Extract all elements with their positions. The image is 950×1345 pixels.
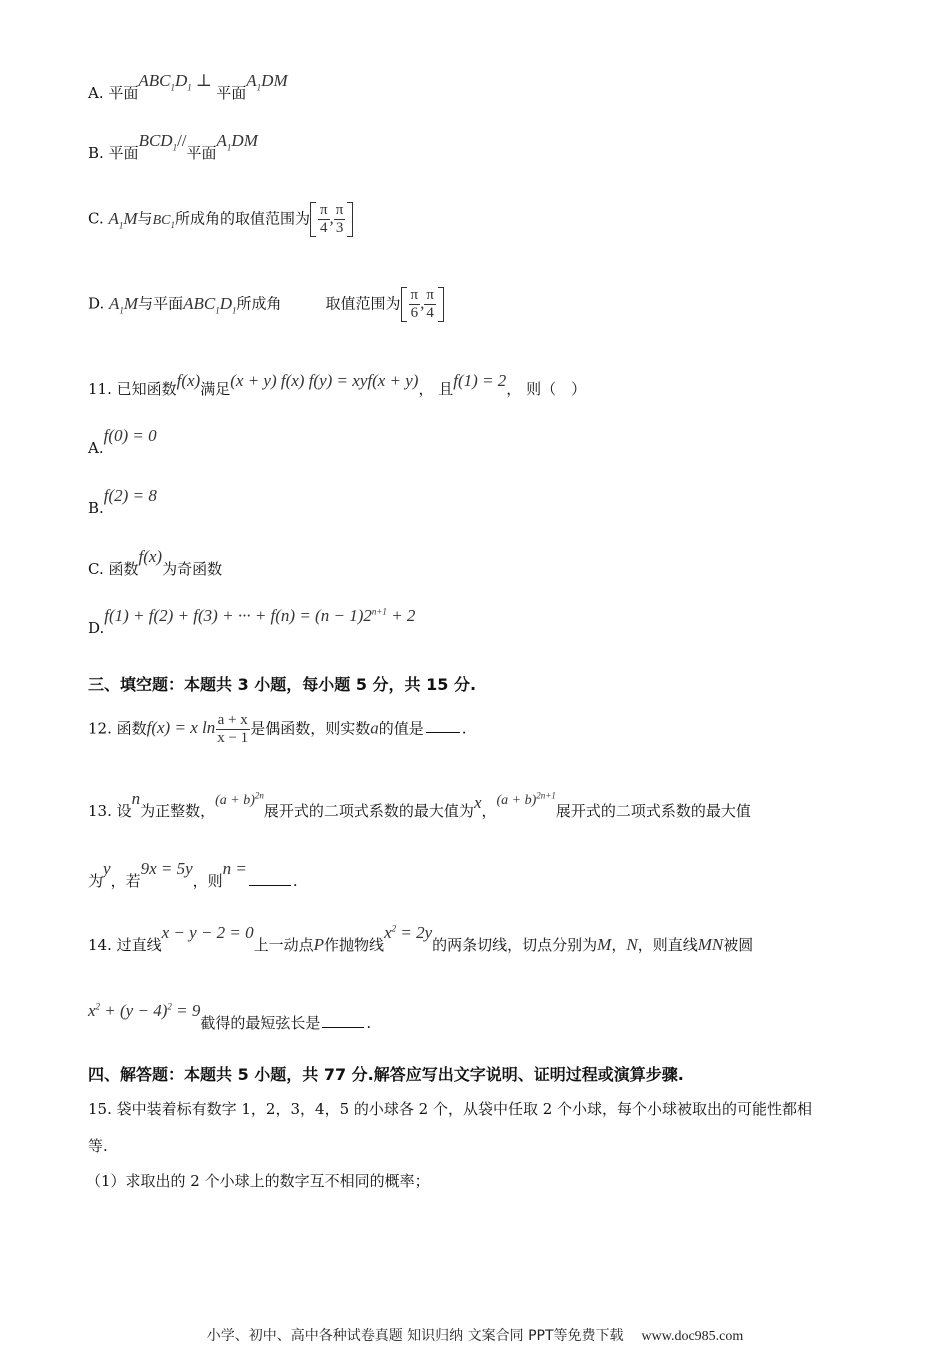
answer-blank[interactable]: [426, 732, 460, 733]
section-3-heading: 三、填空题：本题共 3 小题，每小题 5 分，共 15 分.: [88, 675, 477, 694]
math-abc1d1: $ABC_1D_1$: [183, 293, 237, 315]
q11-option-b: B.f(2) = 8: [88, 486, 157, 517]
math-bc1: $BC_1$: [152, 212, 175, 230]
section-4-heading: 四、解答题：本题共 5 小题，共 77 分.解答应写出文字说明、证明过程或演算步骤.: [88, 1065, 684, 1084]
q11-option-d: D.f(1) + f(2) + f(3) + ··· + $f(n) = (n - 1)2^{n+1} + 2$: [88, 606, 416, 637]
q15-line2: 等.: [88, 1137, 108, 1155]
q15-line1: 15. 袋中装着标有数字 1，2，3，4，5 的小球各 2 个，从袋中任取 2 个小球，每个小球被取出的可能性都相: [88, 1100, 813, 1118]
math-plane-abc1d1: $ABC_1D_1$ ⊥: [138, 71, 217, 93]
q10-option-c: C. $A_1M$与$BC_1$所成角的取值范围为 $\frac{\pi}{4}$ , $\frac{\pi}{3}$: [88, 202, 353, 237]
math-plane-bcd1: $BCD_1//$: [138, 131, 187, 153]
q10-option-d: D. $A_1M$与平面$ABC_1D_1$所成角 取值范围为 $\frac{\pi}{6}$ , $\frac{\pi}{4}$: [88, 287, 444, 322]
math-plane-a1dm: $A_1DM$: [246, 71, 288, 93]
q12: 12. 函数f(x) = x ln $\frac{a + x}{x - 1}$ 是偶函数，则实数a的值是 .: [88, 712, 467, 746]
math-circle-equation: $x^2 + (y - 4)^2 = 9$: [88, 1001, 201, 1020]
q10-option-b: B. 平面$BCD_1//$平面$A_1DM$: [88, 131, 258, 162]
math-a1m: $A_1M$: [109, 293, 139, 315]
footer-url[interactable]: www.doc985.com: [641, 1329, 744, 1344]
answer-blank[interactable]: [249, 885, 291, 886]
math-interval-d: $\frac{\pi}{6}$ , $\frac{\pi}{4}$: [401, 287, 444, 322]
q14-line2: $x^2 + (y - 4)^2 = 9$截得的最短弦长是 .: [88, 1001, 372, 1032]
math-sum-formula: f(1) + f(2) + f(3) + ··· + $f(n) = (n - 1)2^{n+1} + 2$: [104, 606, 416, 625]
q15-part1: （1）求取出的 2 个小球上的数字互不相同的概率；: [86, 1172, 430, 1190]
math-a1m: $A_1M$: [108, 208, 138, 230]
q11-option-c: C. 函数f(x)为奇函数: [88, 547, 223, 578]
q10-option-a: A. 平面$ABC_1D_1$ ⊥ 平面$A_1DM$: [88, 71, 288, 102]
page-footer: [0, 1325, 950, 1345]
q11-stem: 11. 已知函数f(x)满足(x + y) f(x) f(y) = xyf(x + y)， 且f(1) = 2， 则（ ）: [88, 371, 587, 398]
q13-line2: 为y，若9x = 5y，则n =.: [88, 859, 298, 890]
math-functional-equation: (x + y) f(x) f(y) = xyf(x + y): [230, 371, 419, 390]
footer-text: 小学、初中、高中各种试卷真题 知识归纳 文案合同 PPT等免费下载: [206, 1328, 624, 1344]
q13-line1: 13. 设n为正整数，$(a + b)^{2n}$展开式的二项式系数的最大值为x，$(a + b)^{2n+1}$展开式的二项式系数的最大值: [88, 789, 751, 820]
answer-blank[interactable]: [322, 1027, 364, 1028]
math-condition: f(1) = 2: [453, 371, 507, 390]
q11-option-a: A.f(0) = 0: [88, 426, 157, 457]
math-interval-c: $\frac{\pi}{4}$ , $\frac{\pi}{3}$: [310, 202, 353, 237]
math-plane-a1dm: $A_1DM$: [216, 131, 258, 153]
math-function-def: f(x) = x ln $\frac{a + x}{x - 1}$: [146, 712, 249, 746]
q14-line1: 14. 过直线x − y − 2 = 0上一动点P作抛物线$x^2 = 2y$的两条切线，切点分别为M，N，则直线MN被圆: [88, 923, 754, 954]
